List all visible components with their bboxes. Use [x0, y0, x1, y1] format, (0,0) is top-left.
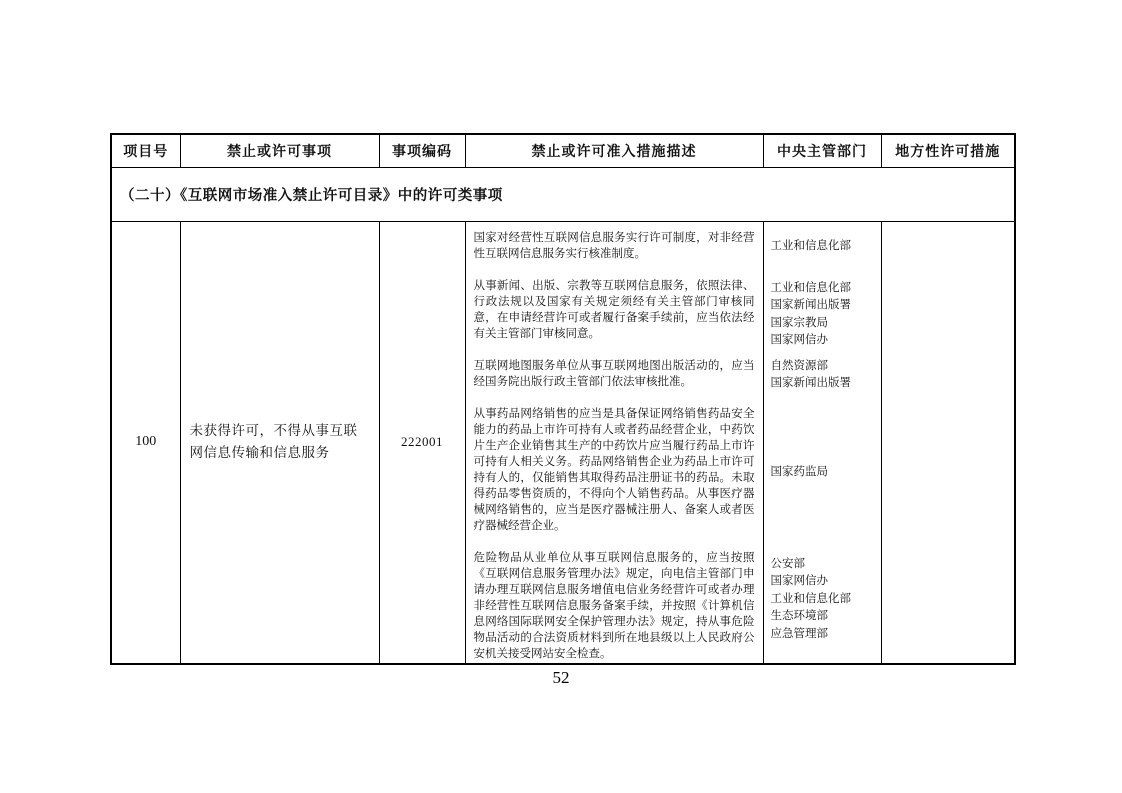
item-number-cell: [111, 221, 180, 664]
measure-paragraph: 从事新闻、出版、宗教等互联网信息服务，依照法律、行政法规以及国家有关规定须经有关主管部门审核同意，在申请经营许可或者履行备案手续前，应当依法经有关主管部门审核同意。: [473, 280, 755, 341]
code-cell: [379, 221, 465, 664]
measure-paragraph: 互联网地图服务单位从事互联网地图出版活动的，应当经国务院出版行政主管部门依法审核批准。: [473, 360, 755, 389]
department-group: [771, 280, 879, 350]
measure-paragraph: 危险物品从业单位从事互联网信息服务的，应当按照《互联网信息服务管理办法》规定，向电信主管部门申请办理互联网信息服务增值电信业务经营许可或者办理非经营性互联网信息服务备案手续，并按照《计算机信息网络国际联网安全保护管理办法》规定，持从事危险物品活动的合法资质材料到所在地县级以上人民政府公安机关接受网站安全检查。: [473, 552, 755, 661]
measures-cell: [465, 221, 763, 664]
header-code: 事项编码: [379, 134, 465, 167]
header-measure-description: 禁止或许可准入措施描述: [465, 134, 763, 167]
department-group: [771, 556, 879, 644]
department: 工业和信息化部: [770, 239, 851, 252]
header-local-measures: 地方性许可措施: [881, 134, 1015, 167]
table-header-row: [111, 134, 1015, 167]
matter-text: 未获得许可，不得从事互联网信息传输和信息服务: [189, 423, 358, 461]
department: 公安部: [770, 557, 805, 570]
department-group: [771, 358, 879, 393]
department: 国家药监局: [770, 465, 828, 478]
item-number: 100: [135, 434, 157, 450]
departments-cell: [763, 221, 881, 664]
department: 国家网信办: [770, 334, 828, 346]
measure-paragraph: 国家对经营性互联网信息服务实行许可制度，对非经营性互联网信息服务实行核准制度。: [473, 232, 755, 261]
department-group: [771, 464, 879, 482]
local-measures-cell: [881, 221, 1015, 664]
measure-paragraph: 从事药品网络销售的应当是具备保证网络销售药品安全能力的药品上市许可持有人或者药品经营企业，中药饮片生产企业销售其生产的中药饮片应当履行药品上市许可持有人相关义务。药品网络销售企业为药品上市许可持有人的，仅能销售其取得药品注册证书的药品。未取得药品零售资质的，不得向个人销售药品。从事医疗器械网络销售的，应当是医疗器械注册人、备案人或者医疗器械经营企业。: [473, 408, 755, 533]
department: 国家新闻出版署: [770, 377, 851, 389]
department: 自然资源部: [770, 359, 828, 372]
header-central-department: 中央主管部门: [763, 134, 881, 167]
department: 国家网信办: [770, 575, 828, 587]
matter-code: 222001: [401, 434, 443, 450]
department: 国家宗教局: [770, 316, 828, 329]
page-number: 52: [552, 668, 570, 687]
department: 工业和信息化部: [770, 281, 851, 294]
header-item-no: 项目号: [111, 134, 180, 167]
matter-cell: [180, 221, 379, 664]
header-matter: 禁止或许可事项: [180, 134, 379, 167]
department: 应急管理部: [770, 627, 828, 640]
department-group: [771, 238, 879, 256]
department: 生态环境部: [770, 610, 828, 622]
permit-items-table: [110, 133, 1016, 665]
department: 国家新闻出版署: [770, 299, 851, 311]
table-row: [111, 221, 1015, 664]
department: 工业和信息化部: [770, 592, 851, 605]
section-title: （二十）《互联网市场准入禁止许可目录》中的许可类事项: [111, 167, 1015, 221]
section-title-row: [111, 167, 1015, 221]
